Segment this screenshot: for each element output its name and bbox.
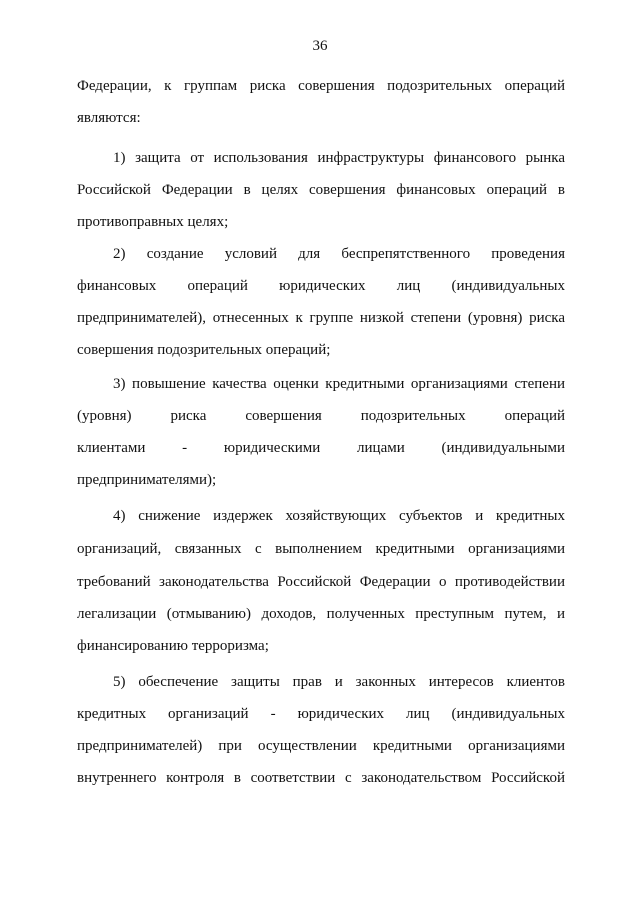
- text-line: 1) защита от использования инфраструктуры финансового рынка: [113, 150, 565, 166]
- text-line: Российской Федерации в целях совершения финансовых операций в: [77, 182, 565, 198]
- text-line: совершения подозрительных операций;: [77, 342, 331, 358]
- text-line: клиентами - юридическими лицами (индивидуальными: [77, 440, 565, 456]
- text-line: предпринимателей) при осуществлении кредитными организациями: [77, 738, 565, 754]
- text-line: предпринимателями);: [77, 472, 217, 488]
- text-line: финансовых операций юридических лиц (индивидуальных: [77, 278, 565, 294]
- text-line: легализации (отмыванию) доходов, полученных преступным путем, и: [77, 606, 565, 622]
- text-line: 5) обеспечение защиты прав и законных интересов клиентов: [113, 674, 565, 690]
- text-line: кредитных организаций - юридических лиц (индивидуальных: [77, 706, 565, 722]
- text-line: 3) повышение качества оценки кредитными организациями степени: [113, 376, 565, 392]
- text-line: являются:: [77, 110, 141, 126]
- text-line: (уровня) риска совершения подозрительных операций: [77, 408, 565, 424]
- text-line: организаций, связанных с выполнением кредитными организациями: [77, 541, 565, 557]
- page-number: 36: [312, 38, 328, 54]
- text-line: предпринимателей), отнесенных к группе низкой степени (уровня) риска: [77, 310, 565, 326]
- text-line: противоправных целях;: [77, 214, 229, 230]
- text-line: 4) снижение издержек хозяйствующих субъектов и кредитных: [113, 508, 565, 524]
- text-line: требований законодательства Российской Федерации о противодействии: [77, 574, 565, 590]
- text-line: финансированию терроризма;: [77, 638, 269, 654]
- text-line: внутреннего контроля в соответствии с законодательством Российской: [77, 770, 565, 786]
- text-line: Федерации, к группам риска совершения подозрительных операций: [77, 78, 565, 94]
- text-line: 2) создание условий для беспрепятственного проведения: [113, 246, 565, 262]
